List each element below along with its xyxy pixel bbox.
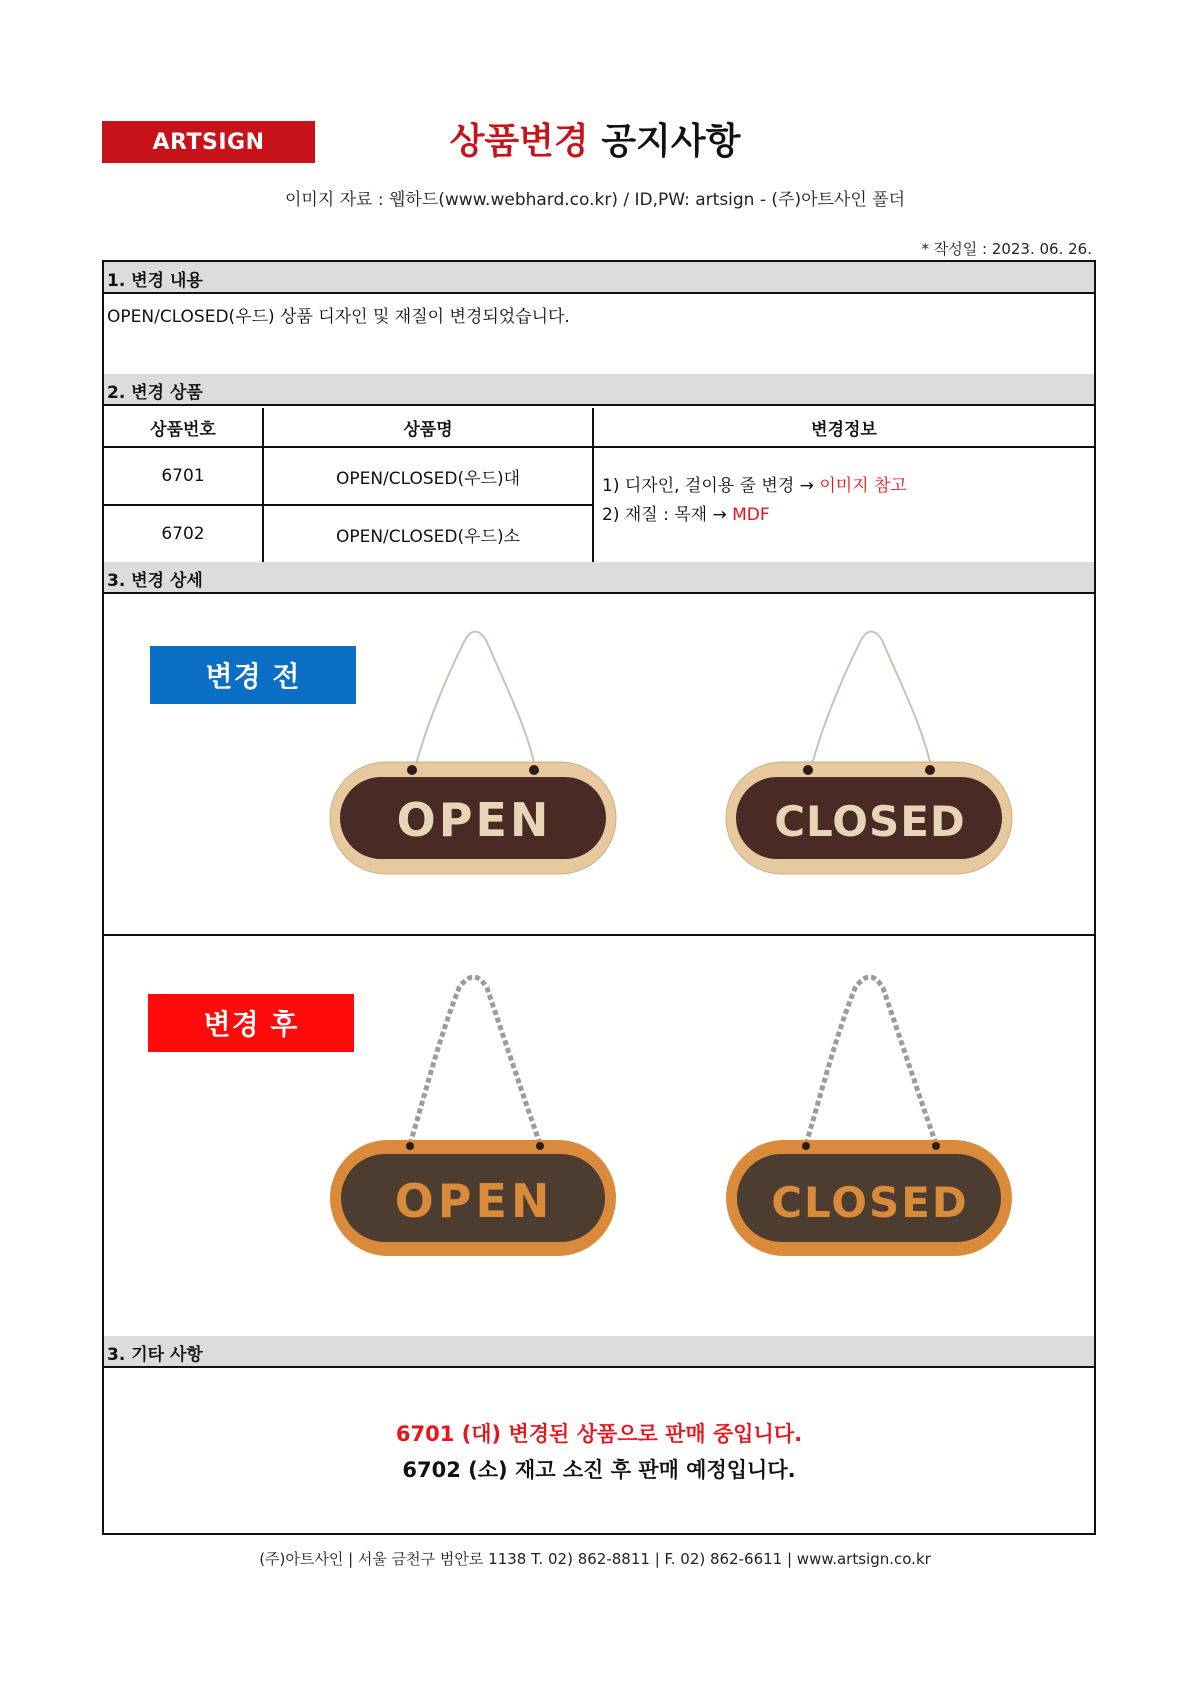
note-6702: 6702 (소) 재고 소진 후 판매 예정입니다. (402, 1458, 796, 1482)
change-info-line-2 (602, 501, 907, 530)
page-title-black: 공지사항 (601, 121, 741, 162)
artsign-logo: ARTSIGN (102, 121, 315, 163)
section-change-detail-heading: 3. 변경 상세 (104, 562, 1094, 594)
table-cell-code: 6702 (161, 524, 205, 544)
image-source-note: 이미지 자료 : 웹하드(www.webhard.co.kr) / ID,PW: artsign - (주)아트사인 폴더 (284, 190, 906, 210)
notice-table (102, 260, 1096, 1535)
note-6701: 6701 (대) 변경된 상품으로 판매 중입니다. (395, 1422, 803, 1446)
section-other-notes-heading: 3. 기타 사항 (104, 1336, 1094, 1368)
page-title-red: 상품변경 (449, 121, 589, 162)
change-info-highlight: 이미지 참고 (819, 476, 907, 496)
sign-text: OPEN (396, 793, 552, 847)
sign-text: CLOSED (771, 1178, 969, 1227)
divider (104, 934, 1094, 936)
after-change-badge: 변경 후 (148, 994, 354, 1052)
column-header-code: 상품번호 (150, 419, 216, 440)
table-cell-name: OPEN/CLOSED(우드)대 (335, 468, 521, 489)
section-change-content-heading: 1. 변경 내용 (104, 262, 1094, 294)
column-header-info: 변경정보 (811, 419, 877, 440)
company-footer: (주)아트사인 | 서울 금천구 범안로 1138 T. 02) 862-8811 | F. 02) 862-6611 | www.artsign.co.kr (259, 1550, 931, 1568)
table-cell-name: OPEN/CLOSED(우드)소 (335, 526, 521, 547)
change-info-text: 2) 재질 : 목재 → (602, 505, 733, 525)
section-changed-products-heading: 2. 변경 상품 (104, 374, 1094, 406)
change-info-text: 1) 디자인, 걸이용 줄 변경 → (602, 476, 820, 496)
change-info-line-1 (602, 472, 907, 501)
column-header-name: 상품명 (403, 419, 453, 440)
divider (262, 408, 264, 562)
before-change-badge: 변경 전 (150, 646, 356, 704)
before-open-sign-image (324, 622, 624, 882)
change-info (602, 472, 907, 530)
sign-text: CLOSED (774, 797, 966, 846)
before-closed-sign-image (720, 622, 1020, 882)
change-content-text: OPEN/CLOSED(우드) 상품 디자인 및 재질이 변경되었습니다. (107, 307, 570, 327)
table-cell-code: 6701 (161, 466, 205, 486)
after-open-sign-image (324, 968, 624, 1258)
written-date: * 작성일 : 2023. 06. 26. (921, 240, 1092, 258)
sign-text: OPEN (394, 1174, 554, 1228)
divider (592, 408, 594, 562)
page-title (300, 113, 890, 164)
after-closed-sign-image (720, 968, 1020, 1258)
change-info-highlight: MDF (732, 505, 770, 525)
